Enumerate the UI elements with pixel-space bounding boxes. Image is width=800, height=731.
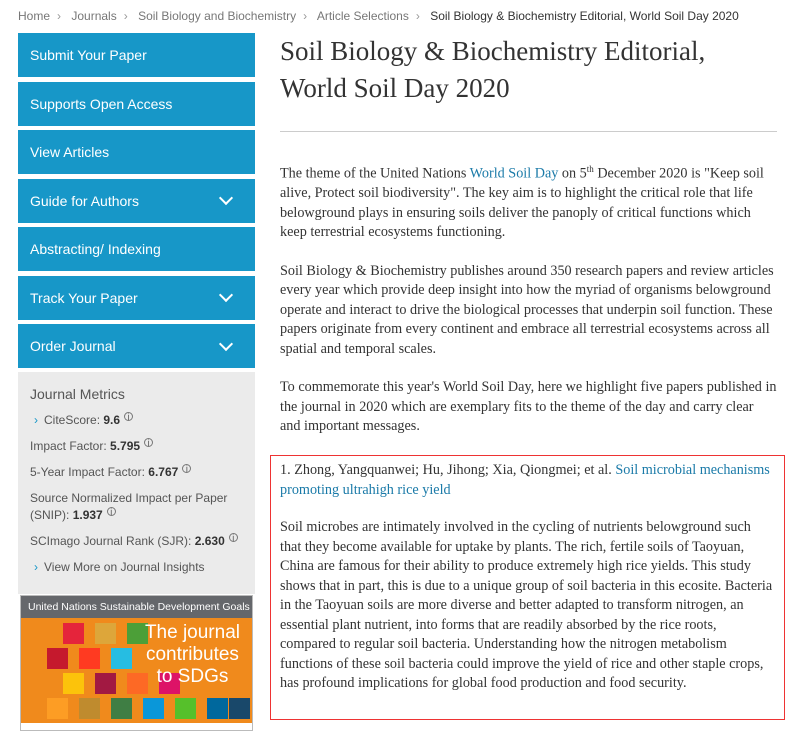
journal-metrics (18, 372, 255, 594)
label: CiteScore: (44, 412, 101, 427)
chevron-down-icon (219, 336, 233, 350)
info-icon[interactable]: i (229, 533, 238, 542)
sdg-tile (111, 648, 132, 669)
value: 9.6 (103, 412, 121, 427)
sdg-tile (63, 623, 84, 644)
breadcrumb-journals[interactable]: Journals (71, 9, 117, 23)
paper-summary: Soil microbes are intimately involved in the cycling of nutrients belowground such that they become available for uptake by plants. The rich, fertile soils of Taoyuan, China are famous for their ability to produce extremely high rice yields. This study shows that in part, this is due to a unique group of soil bacteria in this ecosite. Bacteria in the Taoyuan soils are more diverse and better adapted to transform nitrogen, an essential plant nutrient, into forms that are readily absorbed by the rice roots, compared to regular soil bacteria. Understanding how the nitrogen metabolism functions of these soil bacteria could improve the yield of rice and other staple crops, has profound implications for global food production and food security. (280, 519, 773, 691)
sdg-image (21, 618, 252, 723)
label: Track Your Paper (30, 289, 138, 306)
info-icon[interactable]: i (107, 507, 116, 516)
value: 5.795 (110, 438, 141, 453)
label: View More on Journal Insights (44, 559, 205, 574)
sdg-tile (47, 648, 68, 669)
sidebar (18, 33, 255, 594)
metric-5yr-impact-factor (30, 464, 243, 481)
sdg-text: The journal contributes to SDGs (144, 622, 240, 687)
label: View Articles (30, 144, 110, 160)
breadcrumb (18, 9, 739, 23)
metrics-title: Journal Metrics (30, 385, 125, 402)
chevron-right-icon: › (57, 9, 62, 23)
label: Supports Open Access (30, 95, 173, 112)
chevron-right-icon: › (123, 9, 128, 23)
divider (280, 131, 777, 132)
sidebar-item-order-journal[interactable] (18, 324, 255, 368)
sdg-tile (95, 673, 116, 694)
paragraph-intro: The theme of the United Nations World Soil Day on 5th December 2020 is "Keep soil alive, Protect soil biodiversity". The key aim is to highlight the critical role that life belowground plays in ensuring soils deliver the panoply of critical functions which keep terrestrial ecosystems functioning. (280, 164, 764, 241)
metric-citescore[interactable] (30, 412, 243, 429)
paper-citation: 1. Zhong, Yangquanwei; Hu, Jihong; Xia, Qiongmei; et al. Soil microbial mechanisms promoting ultrahigh rice yield (280, 462, 770, 498)
breadcrumb-home[interactable]: Home (18, 9, 51, 23)
label: Source Normalized Impact per Paper (SNIP): (30, 490, 228, 522)
info-icon[interactable]: i (182, 464, 191, 473)
label: SCImago Journal Rank (SJR): (30, 533, 192, 548)
label: Guide for Authors (30, 192, 139, 209)
value: 2.630 (194, 533, 225, 548)
sdg-banner[interactable] (20, 595, 253, 731)
chevron-right-icon: › (303, 9, 308, 23)
sdg-tile (175, 698, 196, 719)
article (280, 33, 777, 456)
sdg-tile (79, 698, 100, 719)
chevron-right-icon: › (34, 559, 38, 574)
sidebar-item-view-articles[interactable] (18, 130, 255, 174)
chevron-right-icon: › (34, 412, 38, 427)
metric-snip (30, 490, 243, 524)
breadcrumb-journal[interactable]: Soil Biology and Biochemistry (138, 9, 297, 23)
sdg-header: United Nations Sustainable Development Goals (21, 596, 252, 618)
page-title: Soil Biology & Biochemistry Editorial, World Soil Day 2020 (280, 36, 706, 103)
chevron-down-icon (219, 288, 233, 302)
sdg-tile (95, 623, 116, 644)
label: Order Journal (30, 338, 116, 354)
breadcrumb-current: Soil Biology & Biochemistry Editorial, World Soil Day 2020 (430, 9, 739, 23)
paragraph-commemorate: To commemorate this year's World Soil Day, here we highlight five papers published in the journal in 2020 which are exemplary fits to the theme of the day and carry clear and important messages. (280, 379, 777, 435)
sdg-tile (47, 698, 68, 719)
paragraph-journal: Soil Biology & Biochemistry publishes around 350 research papers and review articles every year which provide deep insight into how the myriad of organisms belowground operate and interact to drive the biological processes that underpin soil function. These papers originate from every continent and embrace all terrestrial ecosystems across all spatial and temporal scales. (280, 262, 774, 357)
sdg-tile (143, 698, 164, 719)
metric-sjr (30, 533, 243, 550)
chevron-right-icon: › (415, 9, 420, 23)
label: Abstracting/ Indexing (30, 241, 161, 257)
sdg-tile (207, 698, 228, 719)
sidebar-item-open-access[interactable] (18, 82, 255, 126)
breadcrumb-article-selections[interactable]: Article Selections (316, 9, 409, 23)
info-icon[interactable]: i (124, 412, 133, 421)
paper-highlight (270, 455, 785, 720)
chevron-down-icon (219, 191, 233, 205)
view-more-insights-link[interactable] (30, 559, 243, 576)
label: Submit Your Paper (30, 47, 147, 63)
value: 6.767 (148, 464, 179, 479)
sidebar-item-track-paper[interactable] (18, 276, 255, 320)
metric-impact-factor (30, 438, 243, 455)
info-icon[interactable]: i (144, 438, 153, 447)
sdg-tile (229, 698, 250, 719)
sdg-tile (111, 698, 132, 719)
sdg-tile (79, 648, 100, 669)
paper-link[interactable]: Soil microbial mechanisms promoting ultrahigh rice yield (280, 462, 770, 498)
label: Impact Factor: (30, 438, 107, 453)
value: 1.937 (72, 507, 103, 522)
world-soil-day-link[interactable]: World Soil Day (469, 165, 559, 182)
sidebar-item-submit[interactable] (18, 33, 255, 77)
label: 5-Year Impact Factor: (30, 464, 145, 479)
sidebar-item-abstracting[interactable] (18, 227, 255, 271)
sdg-tile (63, 673, 84, 694)
sidebar-item-guide-for-authors[interactable] (18, 179, 255, 223)
